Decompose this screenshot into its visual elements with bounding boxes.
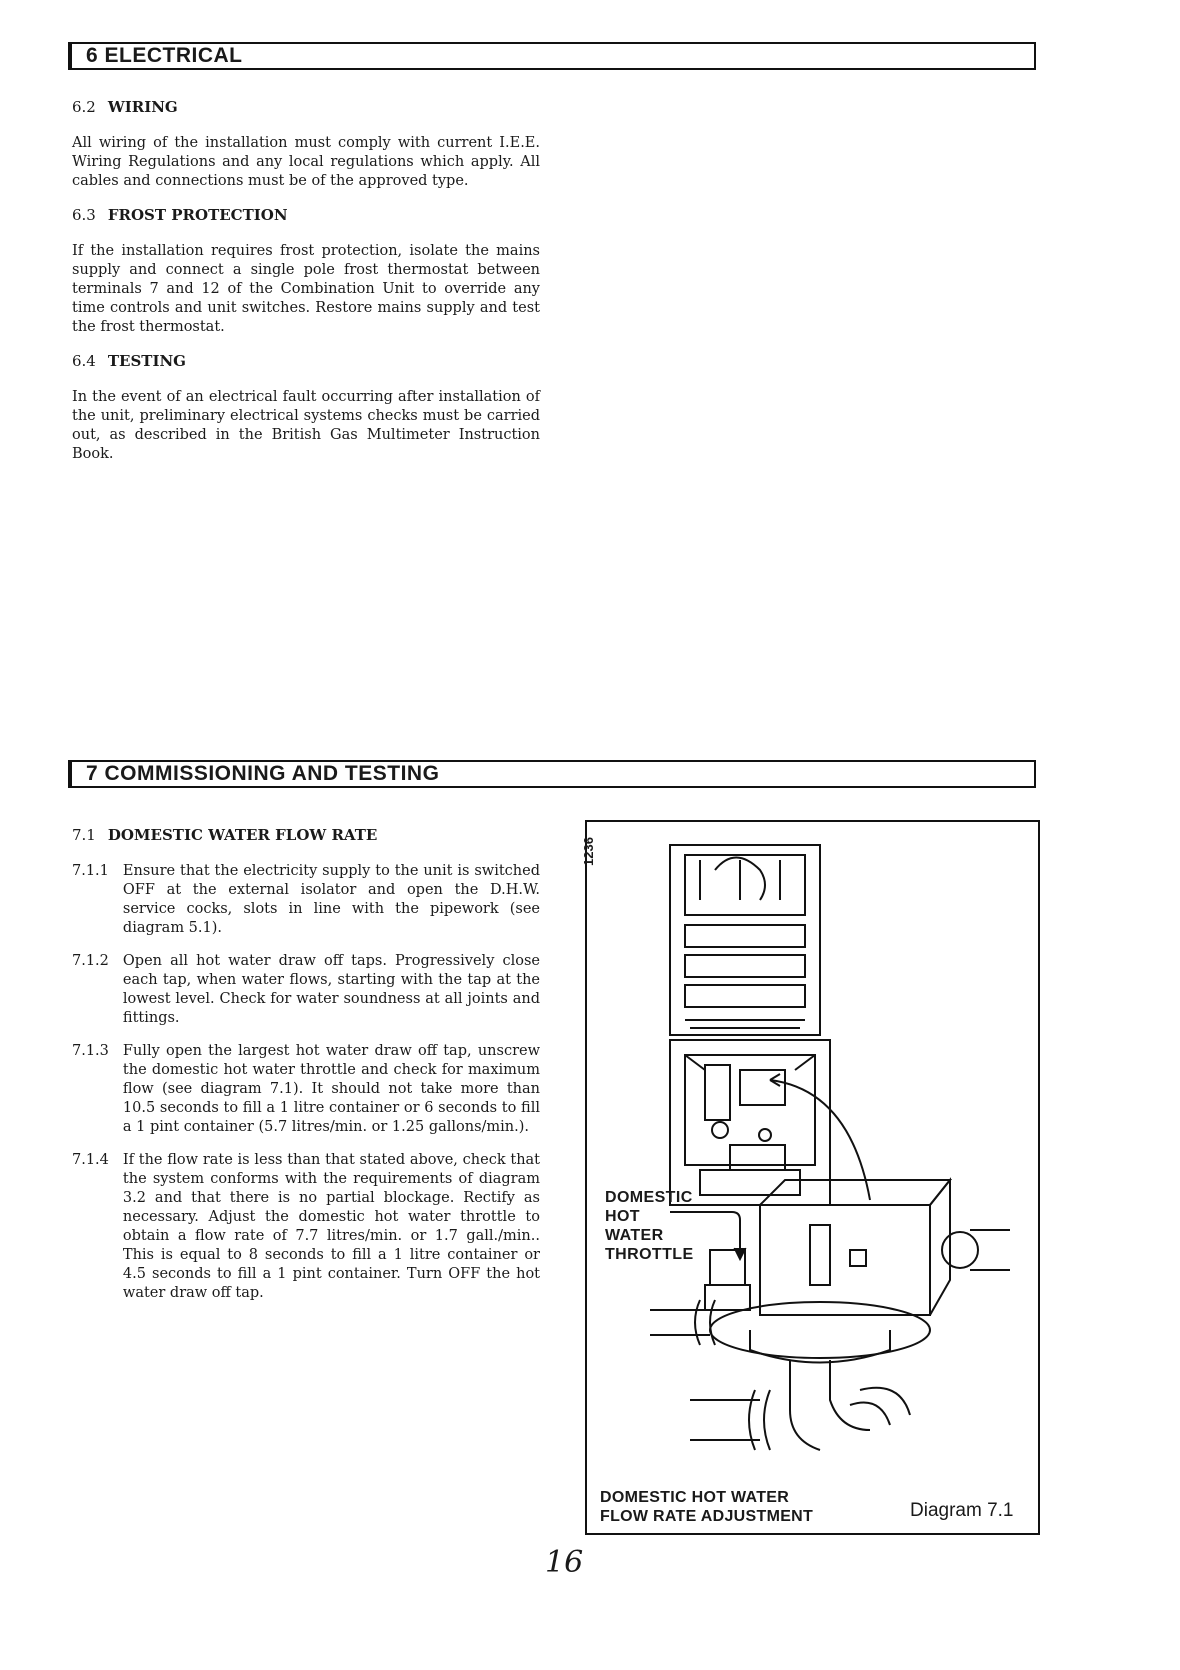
list-item — [72, 862, 540, 938]
heading-number: 7.1 — [72, 826, 96, 844]
heading-title: FROST PROTECTION — [107, 206, 288, 224]
list-item — [72, 1042, 540, 1137]
paragraph-6-3: If the installation requires frost protection, isolate the mains supply and connect a single pole frost thermostat between terminals 7 and 12 of the Combination Unit to override any time controls and unit switches. Restore mains supply and test the frost thermostat. — [72, 243, 540, 335]
callout-line: THROTTLE — [605, 1246, 694, 1263]
caption-line: DOMESTIC HOT WATER — [600, 1489, 790, 1506]
section-6-header — [68, 42, 1036, 70]
heading-7-1 — [72, 826, 540, 845]
heading-6-4 — [72, 352, 540, 371]
heading-number: 6.2 — [72, 98, 96, 116]
caption-line: FLOW RATE ADJUSTMENT — [600, 1508, 814, 1525]
item-text: If the flow rate is less than that stated above, check that the system conforms with the requirements of diagram 3.2 and that there is no partial blockage. Rectify as necessary. Adjust the domestic hot water throttle to obtain a flow rate of 7.7 litres/min. or 1.7 gall./min.. This is equal to 8 seconds to fill a 1 litre container or 4.5 seconds to fill a 1 pint container. Turn OFF the hot water draw off tap. — [122, 1152, 540, 1301]
throttle-callout — [605, 1188, 694, 1264]
paragraph-6-4: In the event of an electrical fault occurring after installation of the unit, preliminary electrical systems checks must be carried out, as described in the British Gas Multimeter Instruction Book. — [72, 389, 540, 462]
section-7-header — [68, 760, 1036, 788]
heading-number: 6.4 — [72, 352, 96, 370]
item-text: Ensure that the electricity supply to the unit is switched OFF at the external isolator and open the D.H.W. service cocks, slots in line with the pipework (see diagram 5.1). — [122, 863, 540, 936]
heading-title: WIRING — [107, 98, 178, 116]
heading-number: 6.3 — [72, 206, 96, 224]
callout-line: DOMESTIC — [605, 1189, 693, 1206]
diagram-caption — [600, 1488, 813, 1526]
page-number: 16 — [545, 1545, 584, 1580]
heading-6-2 — [72, 98, 540, 117]
heading-6-3 — [72, 206, 540, 225]
item-number: 7.1.2 — [72, 953, 109, 969]
section-6-content — [72, 98, 540, 464]
section-7-title: 7 COMMISSIONING AND TESTING — [86, 762, 440, 785]
boiler-illustration — [590, 830, 1035, 1480]
callout-line: HOT — [605, 1208, 640, 1225]
section-7-content — [72, 826, 540, 1303]
heading-title: TESTING — [107, 352, 186, 370]
section-6-title: 6 ELECTRICAL — [86, 44, 243, 67]
list-item — [72, 1151, 540, 1303]
diagram-label: Diagram 7.1 — [910, 1500, 1014, 1521]
item-number: 7.1.1 — [72, 863, 109, 879]
diagram-code: 1236 — [581, 837, 596, 867]
item-text: Fully open the largest hot water draw off tap, unscrew the domestic hot water throttle and check for maximum flow (see diagram 7.1). It should not take more than 10.5 seconds to fill a 1 litre container or 6 seconds to fill a 1 pint container (5.7 litres/min. or 1.25 gallons/min.). — [122, 1043, 540, 1135]
item-text: Open all hot water draw off taps. Progressively close each tap, when water flows, starting with the tap at the lowest level. Check for water soundness at all joints and fittings. — [122, 953, 540, 1026]
throttle-body — [760, 1205, 930, 1315]
heading-title: DOMESTIC WATER FLOW RATE — [107, 826, 378, 844]
item-number: 7.1.3 — [72, 1043, 109, 1059]
callout-line: WATER — [605, 1227, 664, 1244]
list-item — [72, 952, 540, 1028]
item-number: 7.1.4 — [72, 1152, 109, 1168]
paragraph-6-2: All wiring of the installation must comply with current I.E.E. Wiring Regulations and any local regulations which apply. All cables and connections must be of the approved type. — [72, 135, 540, 189]
